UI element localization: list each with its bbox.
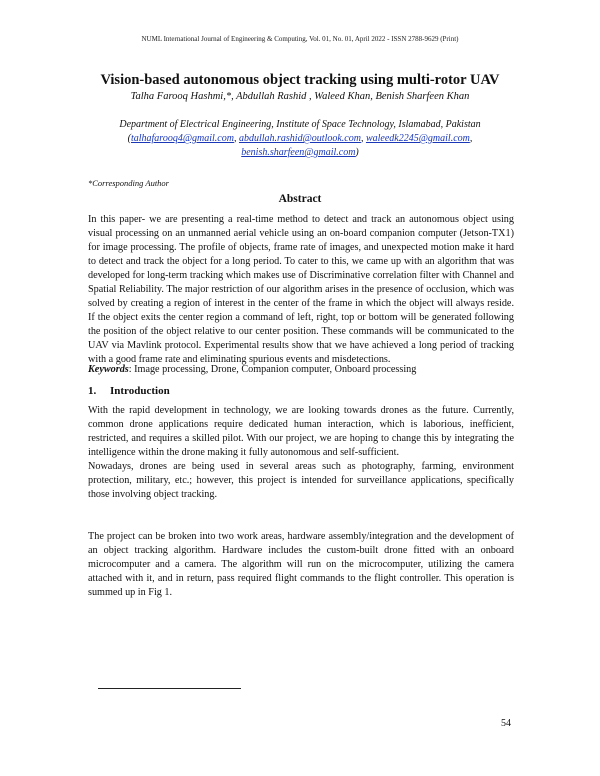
email-link-1[interactable]: talhafarooq4@gmail.com: [130, 133, 234, 144]
author-list: Talha Farooq Hashmi,*, Abdullah Rashid , Waleed Khan, Benish Sharfeen Khan: [130, 91, 470, 102]
keywords-text: : Image processing, Drone, Companion computer, Onboard processing: [128, 364, 417, 375]
email-list: [110, 132, 490, 146]
section-heading-introduction: [88, 385, 170, 397]
page-number: 54: [501, 718, 511, 729]
affiliation-block: [110, 118, 490, 160]
footnote-divider: [98, 688, 241, 689]
email-sep-1: ,: [233, 133, 239, 144]
email-sep-3: ,: [469, 133, 473, 144]
paren-open: (: [127, 133, 131, 144]
section-title: Introduction: [110, 385, 170, 397]
abstract-text: In this paper- we are presenting a real-time method to detect and track an autonomous object using visual processing on an unmanned aerial vehicle using an on-board companion computer (Jetson-TX1) for image processing. The profile of objects, frame rate of images, and unexpected motion make it hard to detect and track the object for a long period. To cater to this, we came up with an algorithm that was developed for long-term tracking which makes use of Discriminative correlation filter with Channel and Spatial Reliability. The major restriction of our algorithm arises in the presence of occlusion, which was solved by creating a region of interest in the center of the frame in which the object will always reside. If the object exits the center region a command of left, right, top or bottom will be generated following the position of the object relative to our center position. These commands will be communicated to the UAV via Mavlink protocol. Experimental results show that we have achieved a long period of tracking with a good frame rate and eliminating spurious events and misdetections.: [88, 214, 514, 365]
intro-paragraph-3: The project can be broken into two work areas, hardware assembly/integration and the development of an object tracking algorithm. Hardware includes the custom-built drone fitted with an onboard microcomputer and a camera. The algorithm will run on the microcomputer, utilizing the camera attached with it, and in return, pass required flight commands to the flight controller. This operation is summed up in Fig 1.: [88, 531, 514, 598]
email-link-3[interactable]: waleedk2245@gmail.com: [365, 133, 470, 144]
email-link-4[interactable]: benish.sharfeen@gmail.com: [241, 147, 356, 158]
email-link-2[interactable]: abdullah.rashid@outlook.com: [238, 133, 361, 144]
email-list-line-2: [110, 146, 490, 160]
keywords-line: [88, 364, 514, 375]
paren-close: ): [355, 147, 359, 158]
affiliation: Department of Electrical Engineering, Institute of Space Technology, Islamabad, Pakistan: [119, 119, 481, 130]
intro-paragraph-2: Nowadays, drones are being used in several areas such as photography, farming, environment protection, military, etc.; however, this project is intended for surveillance applications, specifically those involving object tracking.: [88, 461, 514, 500]
email-sep-2: ,: [360, 133, 366, 144]
keywords-label: Keywords: [88, 364, 129, 375]
abstract-heading: Abstract: [278, 193, 322, 205]
intro-paragraph-1: With the rapid development in technology, we are looking towards drones as the future. Currently, common drone applications require dedicated human interaction, which is laborious, inefficient, restricted, and requires a skilled pilot. With our project, we are hoping to change this by integrating the intelligence within the drone making it fully autonomous and self-sufficient.: [88, 405, 514, 458]
journal-header: NUML International Journal of Engineering & Computing, Vol. 01, No. 01, April 2022 - ISSN 2788-9629 (Print): [141, 35, 459, 43]
paper-title: Vision-based autonomous object tracking using multi-rotor UAV: [100, 72, 500, 88]
corresponding-note: *Corresponding Author: [88, 178, 169, 188]
section-number: 1.: [88, 385, 97, 397]
